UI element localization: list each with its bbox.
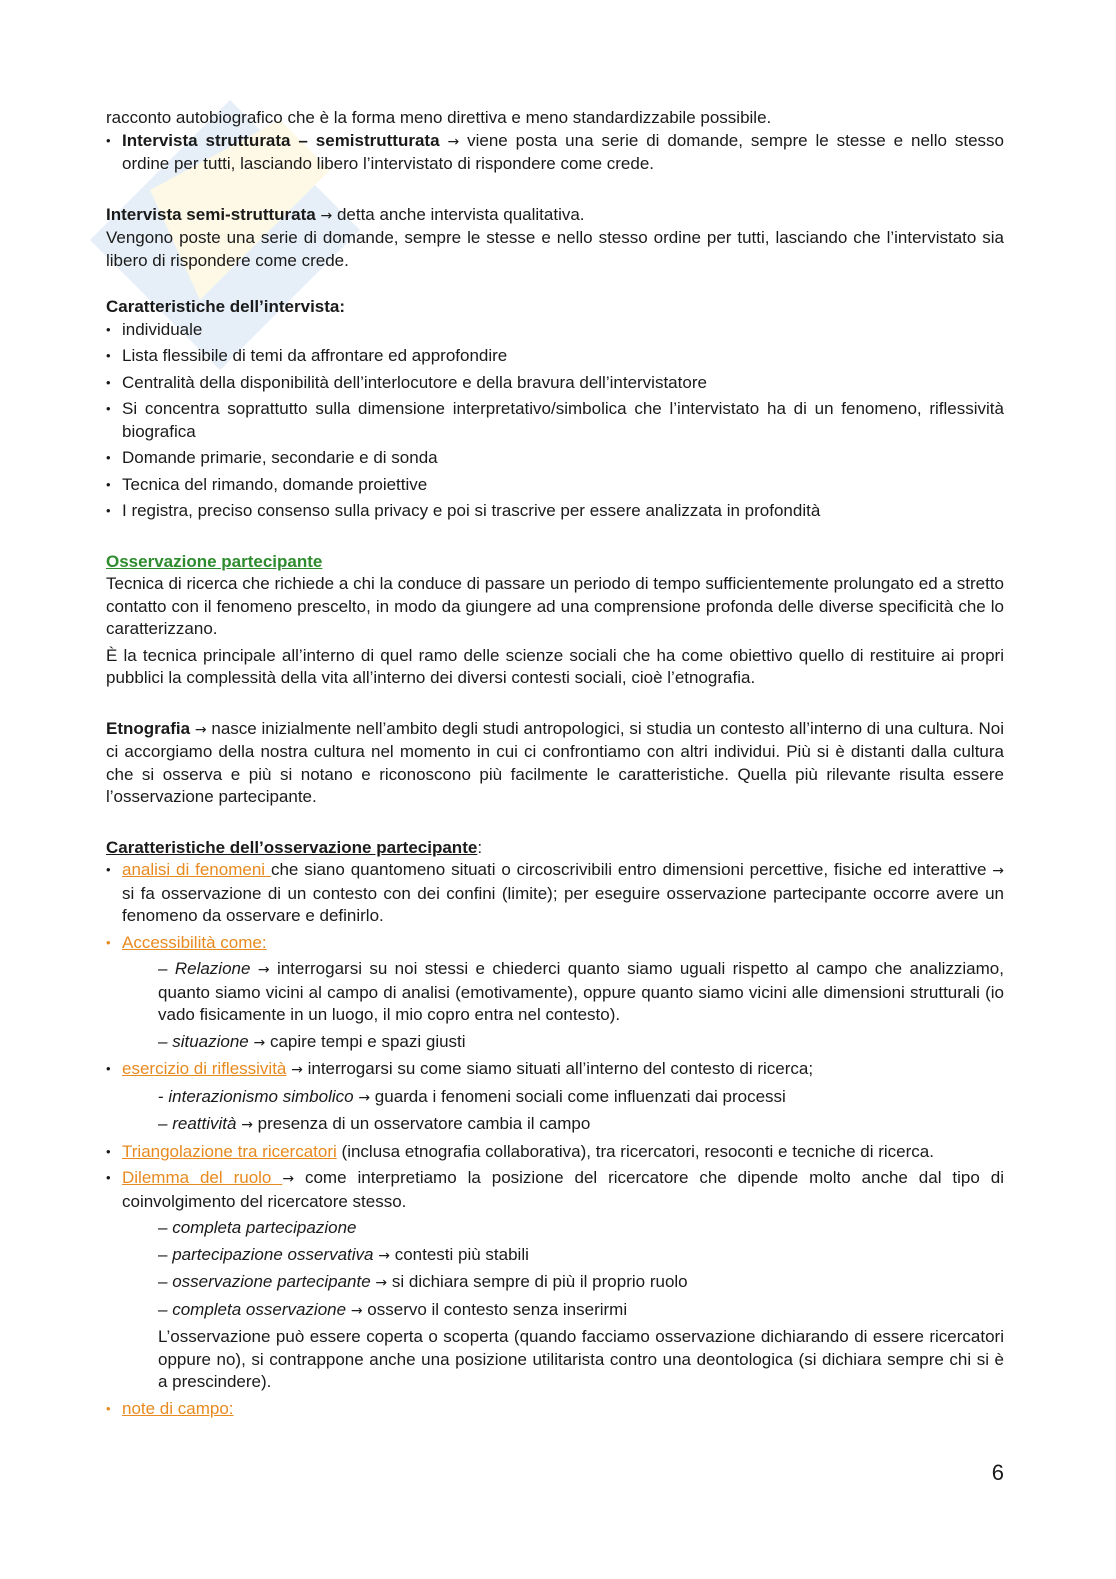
arrow-icon: → <box>375 1275 388 1291</box>
ethnography-title: Etnografia <box>106 718 191 738</box>
observation-characteristics-list <box>106 859 1004 954</box>
arrow-icon: → <box>378 1247 390 1264</box>
participant-observation-p1: Tecnica di ricerca che richiede a chi la conduce di passare un periodo di tempo sufficientemente prolungato ed a stretto contatto con il fenomeno prescelto, in modo da giungere ad una comprensione profonda delle diverse specificità che lo caratterizzano. <box>106 574 1004 638</box>
relazione-item: – Relazione → interrogarsi su noi stessi e chiederci quanto siamo uguali rispetto al campo che analizziamo, quanto siamo vicini al campo di analisi (emotivamente), oppure quanto siamo vicini alle dimensioni strutturali (io vado fisicamente in un luogo, il mio copro entra nel contesto). <box>158 959 1004 1024</box>
list-item <box>106 130 1004 176</box>
ethnography-paragraph <box>106 718 1004 809</box>
list-item: • Tecnica del rimando, domande proiettive <box>106 474 1004 497</box>
arrow-icon: → <box>253 1034 266 1051</box>
list-item <box>106 932 1004 955</box>
semi-structured-subtitle: detta anche intervista qualitativa. <box>336 204 585 224</box>
arrow-icon: → <box>257 962 270 978</box>
arrow-icon: → <box>358 1089 371 1106</box>
arrow-icon: → <box>282 1171 295 1187</box>
list-item: • Si concentra soprattutto sulla dimensione interpretativo/simbolica che l’intervistato ha di un fenomeno, riflessività biografica <box>106 398 1004 443</box>
situazione-item: – situazione → capire tempi e spazi giusti <box>158 1031 466 1051</box>
coperta-paragraph: L’osservazione può essere coperta o scoperta (quando facciamo osservazione dichiarando di essere ricercatori oppure no), si contrappone anche una posizione utilitarista contro una deontologica (si dichiara sempre chi si è a prescindere). <box>158 1327 1004 1391</box>
bullet-title: Intervista strutturata – semistrutturata <box>122 130 440 150</box>
list-item: • Dilemma del ruolo → come interpretiamo la posizione del ricercatore che dipende molto anche dal tipo di coinvolgimento del ricercatore stesso. <box>106 1167 1004 1213</box>
arrow-icon: → <box>992 863 1004 879</box>
list-item: • Triangolazione tra ricercatori (inclusa etnografia collaborativa), tra ricercatori, resoconti e tecniche di ricerca. <box>106 1141 1004 1164</box>
arrow-icon: → <box>194 721 207 738</box>
intro-continuation: racconto autobiografico che è la forma meno direttiva e meno standardizzabile possibile. <box>106 108 772 127</box>
arrow-icon: → <box>350 1302 363 1319</box>
ruolo-item: – osservazione partecipante → si dichiara sempre di più il proprio ruolo <box>158 1272 688 1291</box>
arrow-icon: → <box>447 133 460 150</box>
observation-characteristics-heading-line: Caratteristiche dell’osservazione partecipante: <box>106 837 483 857</box>
list-item: • esercizio di riflessività → interrogarsi su come siamo situati all’interno del contesto di ricerca; <box>106 1058 1004 1082</box>
dilemma-link: Dilemma del ruolo <box>122 1168 283 1187</box>
document-page <box>106 107 1004 1424</box>
list-item: • Lista flessibile di temi da affrontare ed approfondire <box>106 345 1004 368</box>
list-item <box>106 1398 1004 1421</box>
semi-structured-heading-line <box>106 204 1004 228</box>
page-number: 6 <box>991 1460 1004 1485</box>
observation-characteristics-heading: Caratteristiche dell’osservazione partecipante <box>106 837 478 857</box>
ruolo-item: – completa osservazione → osservo il contesto senza inserirmi <box>158 1299 628 1319</box>
analisi-fenomeni-link: analisi di fenomeni <box>122 860 271 879</box>
list-item: • individuale <box>106 319 1004 342</box>
ruolo-item: – partecipazione osservativa → contesti più stabili <box>158 1244 529 1264</box>
list-item: • Centralità della disponibilità dell’interlocutore e della bravura dell’intervistatore <box>106 372 1004 395</box>
riflessivita-link: esercizio di riflessività <box>122 1059 287 1078</box>
semi-structured-title: Intervista semi-strutturata <box>106 204 316 224</box>
list-item: • Domande primarie, secondarie e di sonda <box>106 447 1004 470</box>
accessibilita-link: Accessibilità come: <box>122 932 267 952</box>
interazionismo-item: - interazionismo simbolico → guarda i fenomeni sociali come influenzati dai processi <box>158 1086 786 1106</box>
arrow-icon: → <box>291 1062 303 1078</box>
intro-list <box>106 130 1004 176</box>
arrow-icon: → <box>320 207 333 224</box>
triangolazione-link: Triangolazione tra ricercatori <box>122 1141 337 1161</box>
ethnography-text: nasce inizialmente nell’ambito degli studi antropologici, si studia un contesto all’interno di una cultura. Noi ci accorgiamo della nostra cultura nel momento in cui ci confrontiamo con altri individui. Più si è distanti dalla cultura che si osserva e più si notano e riconoscono più facilmente le caratteristiche. Quella più rilevante risulta essere l’osservazione partecipante. <box>106 718 1004 806</box>
reattivita-item: – reattività → presenza di un osservatore cambia il campo <box>158 1114 591 1133</box>
list-item: • analisi di fenomeni che siano quantomeno situati o circoscrivibili entro dimensioni percettive, fisiche ed interattive → si fa osservazione di un contesto con dei confini (limite); per eseguire osservazione partecipante occorre avere un fenomeno da osservare e definirlo. <box>106 859 1004 928</box>
note-di-campo-link: note di campo: <box>122 1398 234 1418</box>
participant-observation-heading: Osservazione partecipante <box>106 551 323 571</box>
bullet-text: viene posta una serie di domande, sempre le stesse e nello stesso ordine per tutti, lasciando libero l’intervistato di rispondere come crede. <box>122 130 1004 173</box>
interview-characteristics-heading: Caratteristiche dell’intervista: <box>106 297 346 316</box>
arrow-icon: → <box>241 1117 253 1133</box>
list-item: • I registra, preciso consenso sulla privacy e poi si trascrive per essere analizzata in profondità <box>106 500 1004 523</box>
interview-characteristics-list <box>106 319 1004 523</box>
participant-observation-p2: È la tecnica principale all’interno di quel ramo delle scienze sociali che ha come obiettivo quello di restituire ai propri pubblici la complessità della vita all’interno dei diversi contesti sociali, cioè l’etnografia. <box>106 645 1004 687</box>
semi-structured-text: Vengono poste una serie di domande, sempre le stesse e nello stesso ordine per tutti, lasciando che l’intervistato sia libero di rispondere come crede. <box>106 228 1004 270</box>
ruolo-item: – completa partecipazione <box>158 1218 357 1237</box>
